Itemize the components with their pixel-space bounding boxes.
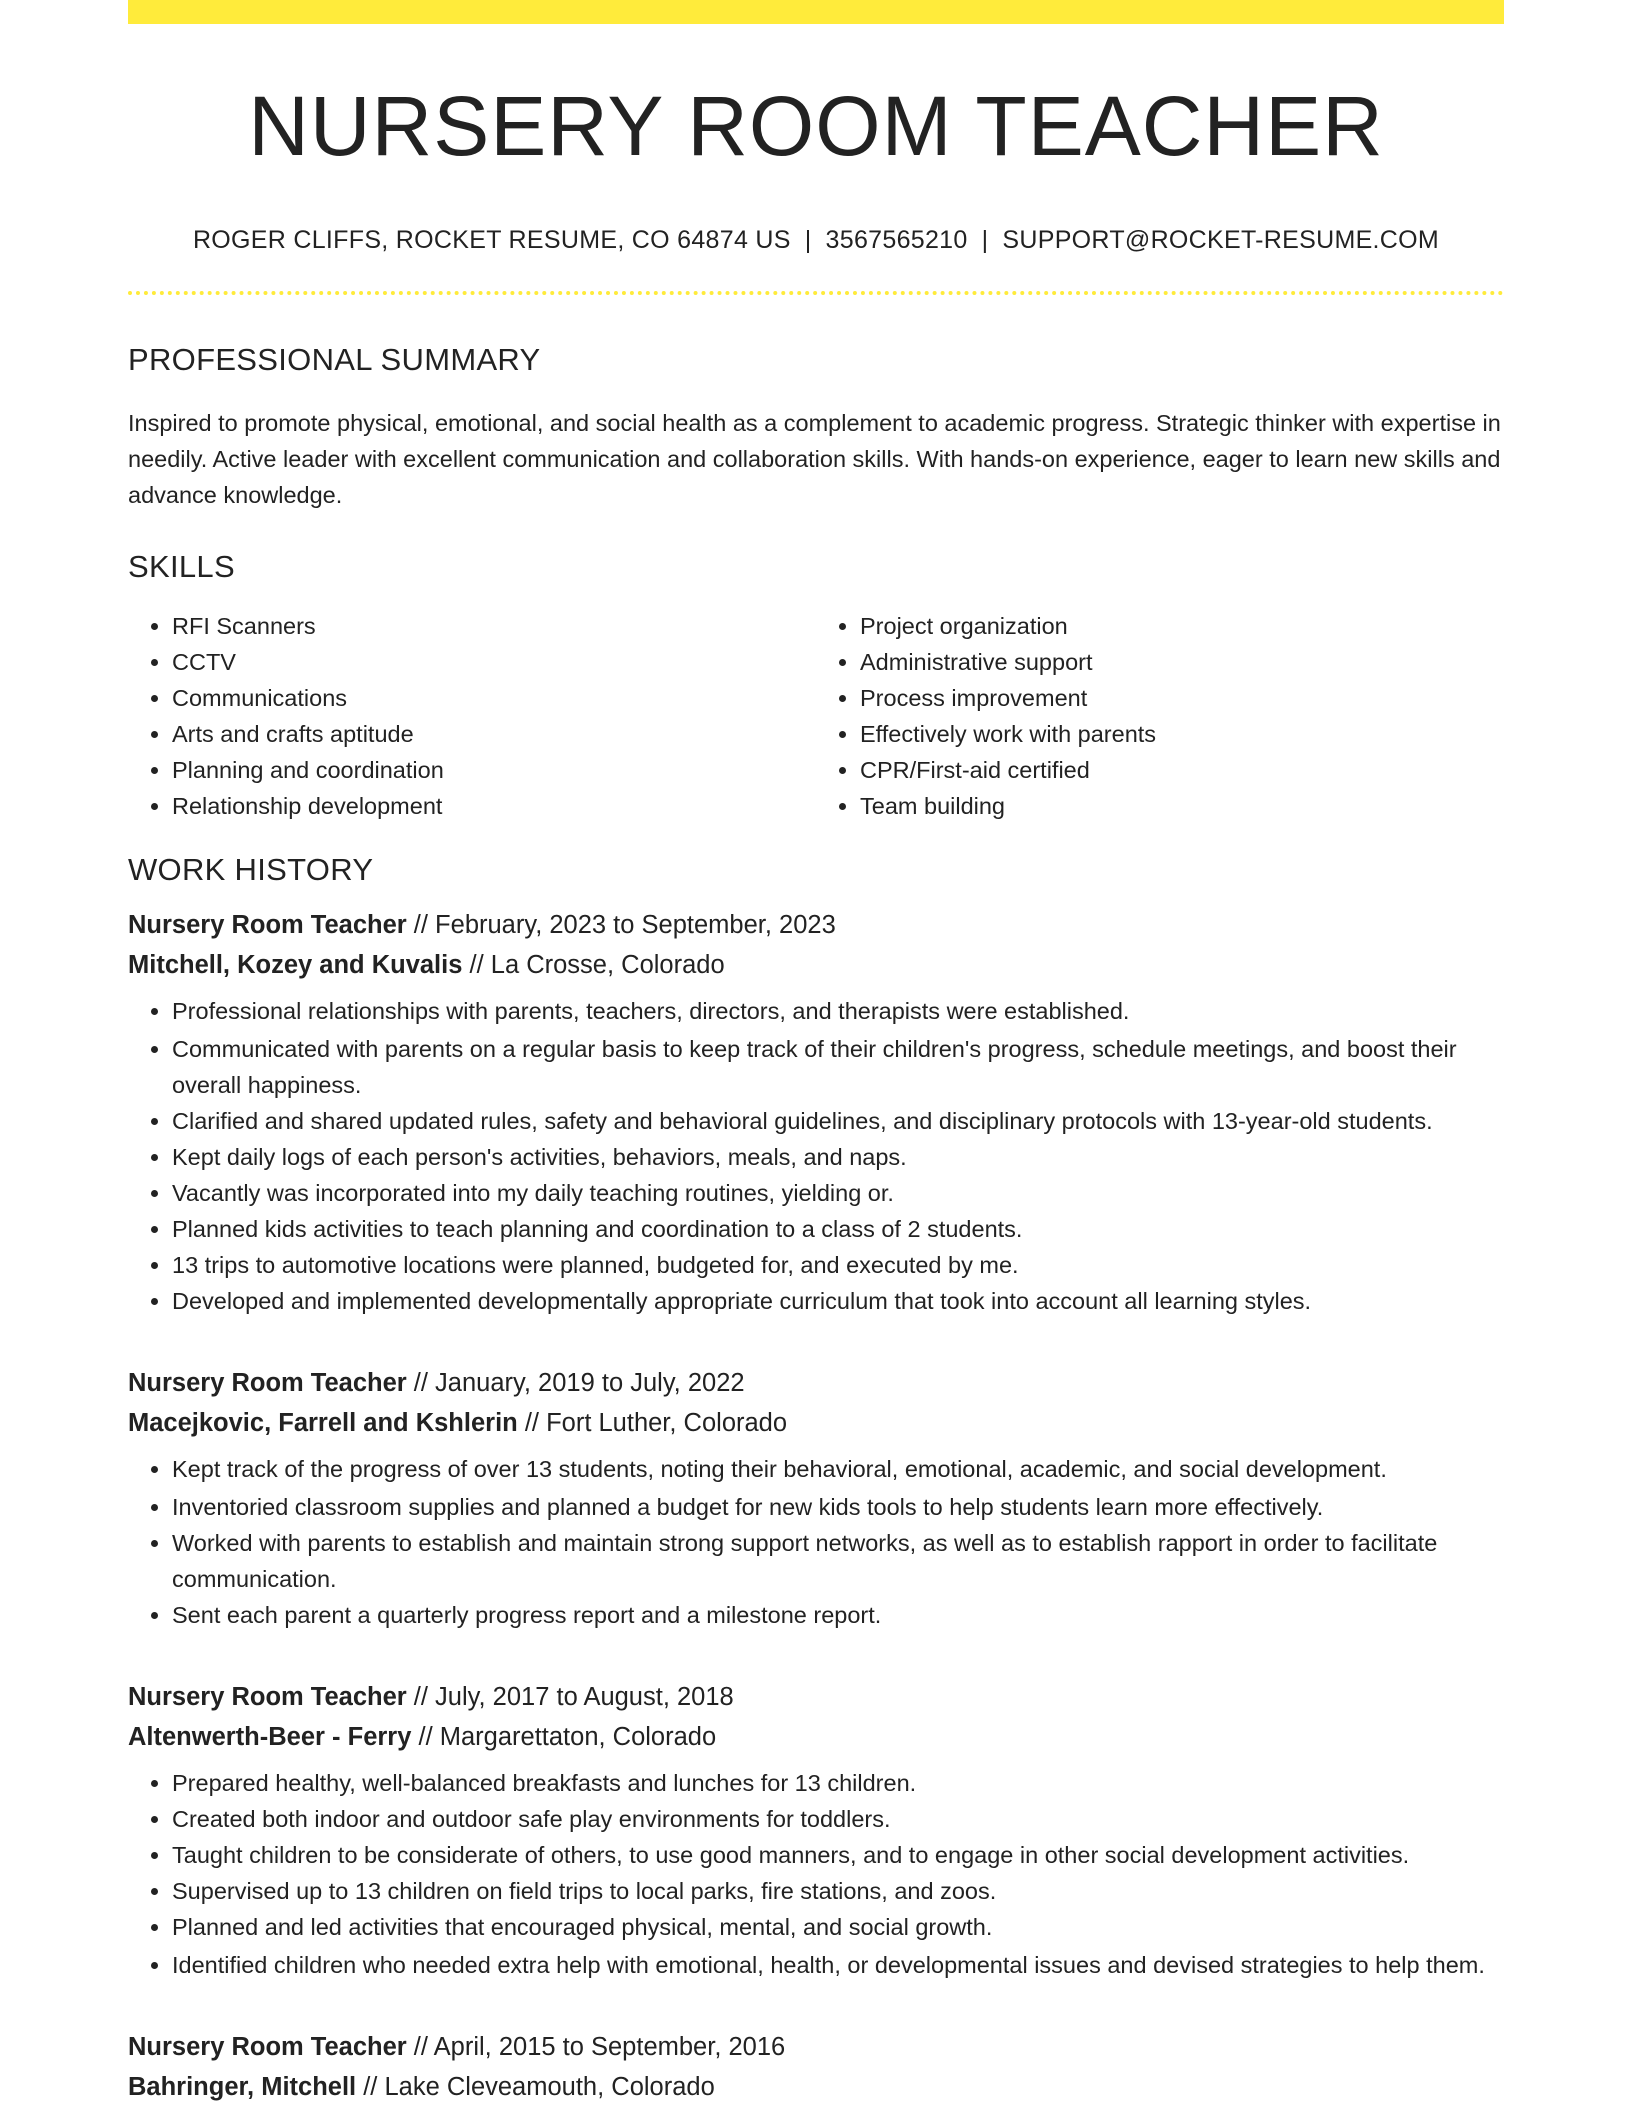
skill-item: • Communications — [172, 680, 816, 716]
job-role: Nursery Room Teacher — [128, 1369, 407, 1397]
job-company: Altenwerth-Beer - Ferry — [128, 1723, 412, 1751]
skill-item: • Effectively work with parents — [860, 716, 1504, 752]
job-location: // Fort Luther, Colorado — [517, 1409, 788, 1437]
job-bullet: • Planned and led activities that encouraged physical, mental, and social growth. — [172, 1909, 1504, 1945]
skills-section — [128, 551, 1504, 824]
job-bullet: • Vacantly was incorporated into my daily teaching routines, yielding or. — [172, 1175, 1504, 1211]
job-bullets — [128, 993, 1504, 1319]
job-entry — [128, 905, 1504, 1319]
resume-title: NURSERY ROOM TEACHER — [248, 79, 1384, 173]
job-bullet: • Sent each parent a quarterly progress report and a milestone report. — [172, 1597, 1504, 1633]
job-dates: // April, 2015 to September, 2016 — [406, 2033, 786, 2061]
job-dates: // July, 2017 to August, 2018 — [406, 1683, 734, 1711]
skills-left-list — [128, 608, 816, 824]
skill-item: • Administrative support — [860, 644, 1504, 680]
summary-heading: PROFESSIONAL SUMMARY — [128, 342, 541, 377]
skills-right-list — [816, 608, 1504, 824]
job-role: Nursery Room Teacher — [128, 1683, 407, 1711]
job-bullet: • Identified children who needed extra help with emotional, health, or developmental issues and devised strategies to help them. — [172, 1947, 1504, 1983]
skill-item: • Team building — [860, 788, 1504, 824]
job-company-line — [128, 1403, 1504, 1443]
contact-address: ROGER CLIFFS, ROCKET RESUME, CO 64874 US — [192, 226, 791, 254]
job-bullet: • Worked with parents to establish and maintain strong support networks, as well as to establish rapport in order to facilitate communication. — [172, 1525, 1504, 1597]
job-bullet: • Professional relationships with parents, teachers, directors, and therapists were established. — [172, 993, 1504, 1029]
job-company-line — [128, 1717, 1504, 1757]
top-accent-bar — [128, 0, 1504, 24]
skill-item: • RFI Scanners — [172, 608, 816, 644]
job-bullet: • Kept track of the progress of over 13 students, noting their behavioral, emotional, academic, and social development. — [172, 1451, 1504, 1487]
job-location: // Margarettaton, Colorado — [411, 1723, 717, 1751]
job-bullet: • Kept daily logs of each person's activities, behaviors, meals, and naps. — [172, 1139, 1504, 1175]
job-bullet: • Taught children to be considerate of others, to use good manners, and to engage in other social development activities. — [172, 1837, 1504, 1873]
job-entry — [128, 1363, 1504, 1633]
job-bullet: • Developed and implemented developmentally appropriate curriculum that took into account all learning styles. — [172, 1283, 1504, 1319]
job-bullet: • Planned kids activities to teach planning and coordination to a class of 2 students. — [172, 1211, 1504, 1247]
job-title-line — [128, 905, 1504, 945]
job-bullet: • Inventoried classroom supplies and planned a budget for new kids tools to help students learn more effectively. — [172, 1489, 1504, 1525]
contact-line — [128, 226, 1504, 255]
job-role: Nursery Room Teacher — [128, 911, 407, 939]
work-history-section — [128, 854, 1504, 2107]
contact-email: SUPPORT@ROCKET-RESUME.COM — [1002, 226, 1440, 254]
work-history-heading: WORK HISTORY — [128, 852, 374, 887]
job-title-line — [128, 1363, 1504, 1403]
job-location: // La Crosse, Colorado — [462, 951, 725, 979]
skill-item: • CPR/First-aid certified — [860, 752, 1504, 788]
skill-item: • Process improvement — [860, 680, 1504, 716]
contact-separator: | — [981, 226, 989, 254]
skills-heading: SKILLS — [128, 549, 235, 584]
job-location: // Lake Cleveamouth, Colorado — [356, 2073, 715, 2101]
summary-section — [128, 344, 1504, 513]
contact-separator: | — [804, 226, 812, 254]
job-bullets — [128, 1451, 1504, 1633]
resume-page — [128, 0, 1504, 2107]
job-company: Macejkovic, Farrell and Kshlerin — [128, 1409, 518, 1437]
job-company-line — [128, 945, 1504, 985]
job-bullet: • 13 trips to automotive locations were planned, budgeted for, and executed by me. — [172, 1247, 1504, 1283]
job-bullet: • Supervised up to 13 children on field trips to local parks, fire stations, and zoos. — [172, 1873, 1504, 1909]
job-company: Bahringer, Mitchell — [128, 2073, 357, 2101]
contact-phone: 3567565210 — [825, 226, 968, 254]
dotted-divider — [128, 291, 1504, 295]
job-bullets — [128, 1765, 1504, 1983]
skills-columns — [128, 608, 1504, 824]
job-bullet: • Created both indoor and outdoor safe play environments for toddlers. — [172, 1801, 1504, 1837]
job-role: Nursery Room Teacher — [128, 2033, 407, 2061]
job-company-line — [128, 2067, 1504, 2107]
job-company: Mitchell, Kozey and Kuvalis — [128, 951, 463, 979]
skill-item: • CCTV — [172, 644, 816, 680]
skill-item: • Planning and coordination — [172, 752, 816, 788]
job-bullet: • Clarified and shared updated rules, safety and behavioral guidelines, and disciplinary protocols with 13-year-old students. — [172, 1103, 1504, 1139]
skill-item: • Arts and crafts aptitude — [172, 716, 816, 752]
job-entry — [128, 1677, 1504, 1983]
job-bullet: • Communicated with parents on a regular basis to keep track of their children's progress, schedule meetings, and boost their overall happiness. — [172, 1031, 1504, 1103]
skill-item: • Relationship development — [172, 788, 816, 824]
job-title-line — [128, 1677, 1504, 1717]
job-title-line — [128, 2027, 1504, 2067]
skill-item: • Project organization — [860, 608, 1504, 644]
job-dates: // January, 2019 to July, 2022 — [406, 1369, 745, 1397]
job-entry — [128, 2027, 1504, 2107]
job-bullet: • Prepared healthy, well-balanced breakfasts and lunches for 13 children. — [172, 1765, 1504, 1801]
job-dates: // February, 2023 to September, 2023 — [406, 911, 836, 939]
summary-text: Inspired to promote physical, emotional, and social health as a complement to academic progress. Strategic thinker with expertise in needily. Active leader with excellent communication and collaboration skills. With hands-on experience, eager to learn new skills and advance knowledge. — [128, 410, 1501, 508]
